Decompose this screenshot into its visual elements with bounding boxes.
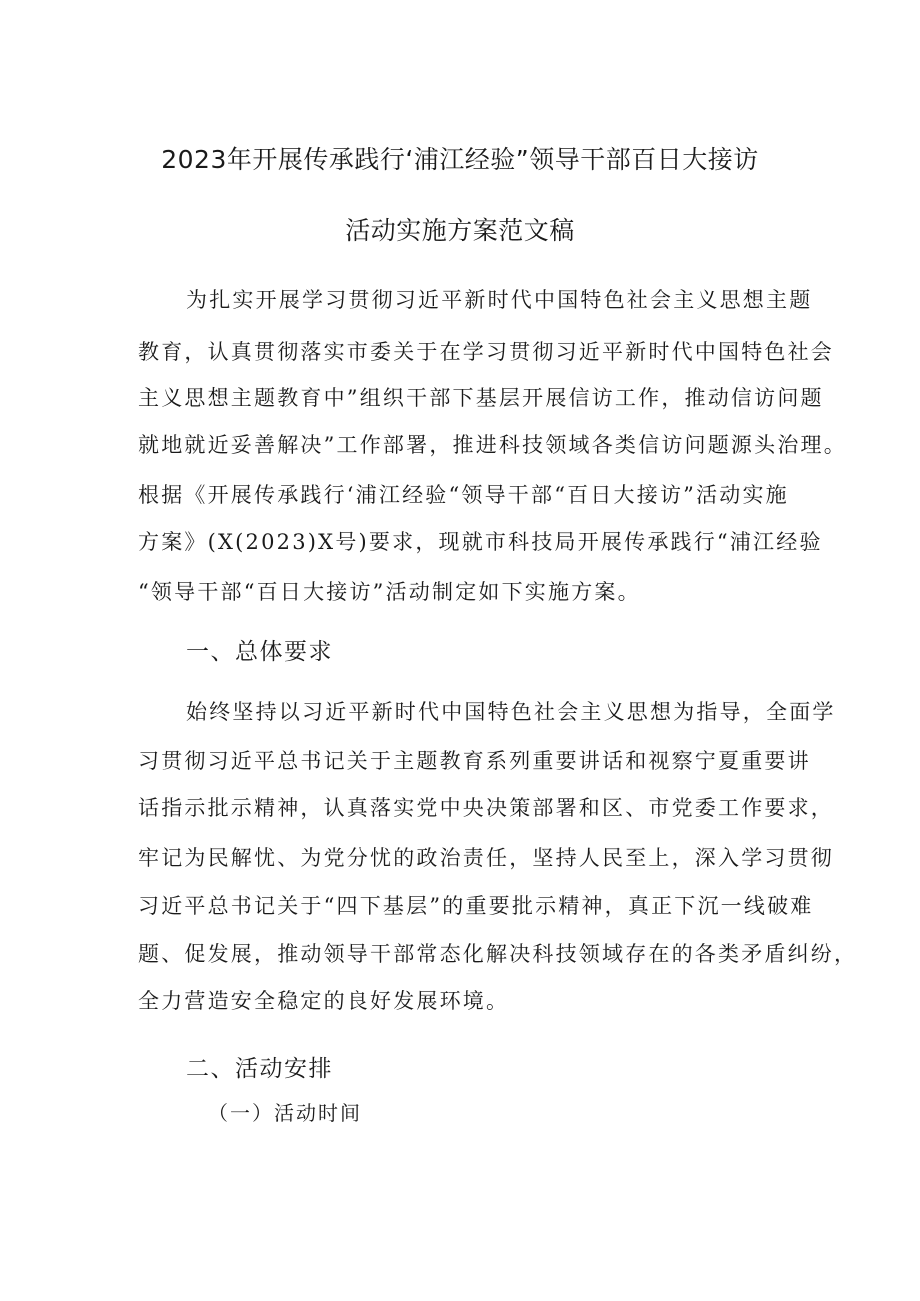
intro-paragraph-line: 主义思想主题教育中”组织干部下基层开展信访工作，推动信访问题 — [138, 386, 824, 410]
document-title-line-2: 活动实施方案范文稿 — [345, 216, 575, 245]
section1-paragraph-line: 全力营造安全稳定的良好发展环境。 — [138, 989, 510, 1013]
document-title-line-1: 2023年开展传承践行‘浦江经验”领导干部百日大接访 — [161, 145, 759, 174]
intro-paragraph-line: 根据《开展传承践行‘浦江经验“领导干部“百日大接访”活动实施 — [138, 483, 789, 507]
section-heading-activity-arrangement: 二、活动安排 — [186, 1056, 333, 1082]
section1-paragraph-line: 始终坚持以习近平新时代中国特色社会主义思想为指导，全面学 — [186, 700, 836, 724]
intro-paragraph-line: 教育，认真贯彻落实市委关于在学习贯彻习近平新时代中国特色社会 — [138, 340, 834, 364]
intro-paragraph-line: 为扎实开展学习贯彻习近平新时代中国特色社会主义思想主题 — [186, 288, 813, 312]
section1-paragraph-line: 题、促发展，推动领导干部常态化解决科技领域存在的各类矛盾纠纷， — [138, 942, 858, 966]
section1-paragraph-line: 牢记为民解忧、为党分忧的政治责任，坚持人民至上，深入学习贯彻 — [138, 846, 834, 870]
subsection-heading-activity-time: （一）活动时间 — [208, 1101, 362, 1125]
intro-paragraph-line: 方案》(X(2023)X号)要求，现就市科技局开展传承践行“浦江经验 — [138, 530, 823, 554]
intro-paragraph-line: “领导干部“百日大接访”活动制定如下实施方案。 — [138, 580, 641, 604]
section1-paragraph-line: 习近平总书记关于“四下基层”的重要批示精神，真正下沉一线破难 — [138, 894, 814, 918]
section1-paragraph-line: 习贯彻习近平总书记关于主题教育系列重要讲话和视察宁夏重要讲 — [138, 749, 811, 773]
section1-paragraph-line: 话指示批示精神，认真落实党中央决策部署和区、市党委工作要求， — [138, 796, 834, 820]
intro-paragraph-line: 就地就近妥善解决”工作部署，推进科技领域各类信访问题源头治理。 — [138, 433, 847, 457]
section-heading-general-requirements: 一、总体要求 — [186, 639, 333, 665]
